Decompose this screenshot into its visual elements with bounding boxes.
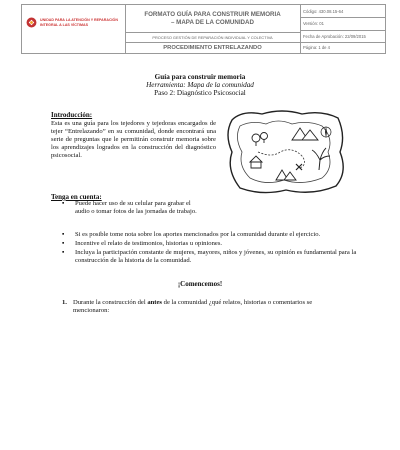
procedure-name: PROCEDIMIENTO ENTRELAZANDO [163, 44, 262, 51]
guide-subtitle: Herramienta: Mapa de la comunidad [146, 81, 254, 89]
guide-title: Guía para construir memoria [154, 73, 246, 81]
treasure-map-illustration [222, 106, 350, 198]
approval-date: Fecha de Aprobación: 22/09/2015 [300, 30, 385, 43]
question-text-bold: antes [147, 299, 162, 306]
list-item-text: Incluya la participación constante de mujeres, mayores, niños y jóvenes, su opinión es fundamental para la construcción de la historia de la comunidad. [75, 249, 357, 264]
institution-logo [26, 17, 120, 28]
bullet-icon: ▪ [62, 200, 65, 207]
list-item-text: Si es posible tome nota sobre los aportes mencionados por la comunidad durante el ejercicio. [75, 231, 321, 238]
document-header-table [21, 4, 386, 54]
logo-cell [22, 5, 126, 53]
header-title-cell [125, 5, 301, 53]
guide-step: Paso 2: Diagnóstico Psicosocial [154, 89, 246, 97]
logo-text: UNIDAD PARA LA ATENCIÓN Y REPARACIÓN INTEGRAL A LAS VÍCTIMAS [40, 18, 118, 27]
page-number: Página: 1 de 4 [303, 45, 331, 50]
shield-logo-icon [26, 17, 37, 28]
bullet-icon: ▪ [62, 240, 65, 247]
list-item-text: Incentive el relato de testimonios, historias u opiniones. [75, 240, 223, 247]
question-1 [62, 299, 348, 315]
doc-code: Código: 430.08.15-64 [300, 5, 385, 18]
bullet-icon: ▪ [62, 231, 65, 238]
header-meta-cell [300, 5, 385, 53]
question-text-after: de la comunidad ¿qué relatos, historias o comentarios se mencionaron: [73, 299, 313, 315]
question-text-before: Durante la construcción del [73, 299, 148, 306]
intro-paragraph: Esta es una guía para los tejedores y tejedoras encargados de tejer “Entrelazando” en su comunidad, donde encontrará una serie de preguntas que le permitirán construir memoria sobre los aprendizajes logrados en la construcción del diagnóstico psicosocial. [51, 120, 216, 159]
format-title-line2: – MAPA DE LA COMUNIDAD [171, 18, 254, 26]
comencemos-heading: ¡Comencemos! [177, 280, 223, 288]
format-title-line1: FORMATO GUÍA PARA CONSTRUIR MEMORIA [144, 10, 281, 18]
question-number: 1. [62, 299, 67, 306]
intro-heading: Introducción: [51, 111, 93, 119]
tenga-en-cuenta-heading: Tenga en cuenta: [51, 193, 102, 201]
list-item-text: Puede hacer uso de su celular para grabar el audio o tomar fotos de las jornadas de trabajo. [75, 200, 197, 215]
format-title [125, 5, 300, 33]
doc-version: Versión: 01 [300, 17, 385, 31]
process-name: PROCESO GESTIÓN DE REPARACIÓN INDIVIDUAL Y COLECTIVA [125, 32, 300, 43]
bullet-icon: ▪ [62, 249, 65, 256]
